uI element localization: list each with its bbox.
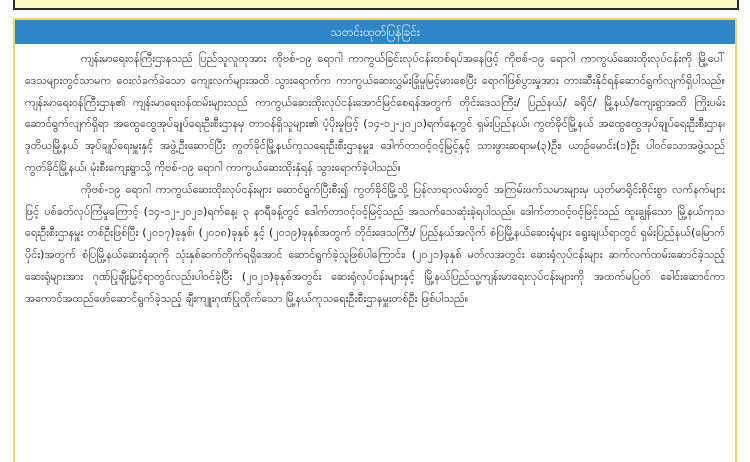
previous-section-frame [13, 0, 739, 10]
article-body [15, 44, 735, 310]
paragraph-1: ကျန်းမာရေးဝန်ကြီးဌာနသည် ပြည်သူလူထုအား ကိုဗစ်-၁၉ ရောဂါ ကာကွယ်ခြင်းလုပ်ငန်းတစ်ရပ်အနေဖြင့် ကိုဗစ်-၁၉ ရောဂါ ကာကွယ်ဆေးထိုးလုပ်ငန်းကို မြို့ပေါ်ဒေသများတွင်သာမက ဝေးလံခက်ခဲသော ကျေးလက်များအထိ သွားရောက်က ကာကွယ်ဆေးလွှမ်းခြုံမှုမြင့်မားစေပြီး ရောဂါဖြစ်ပွားမှုအား တားဆီးနိုင်ရန်ဆောင်ရွက်လျက်ရှိပါသည်။ ကျန်းမာရေးဝန်ကြီးဌာန၏ ကျန်းမာရေးဝန်ထမ်းများသည် ကာကွယ်ဆေးထိုးလုပ်ငန်းအောင်မြင်စေရန်အတွက် တိုင်းဒေသကြီး/ ပြည်နယ်/ ခရိုင်/ မြို့နယ်/ကျေးရွာအထိ ကြိုးပမ်းဆောင်ရွက်လျက်ရှိရာ အထွေထွေအုပ်ချုပ်ရေးဦးစီးဌာနမှ တာဝန်ရှိသူများ၏ ပံ့ပိုးမှုဖြင့် (၁၄-၁၂-၂၀၂၁)ရက်နေ့တွင် ရှမ်းပြည်နယ်၊ ကွတ်ခိုင်မြို့နယ် အထွေထွေအုပ်ချုပ်ရေးဦးစီးဌာန၊ ဒုတိယမြို့နယ် အုပ်ချုပ်ရေးမှူးနှင့် အဖွဲ့ဦးဆောင်ပြီး ကွတ်ခိုင်မြို့နယ်ကုသရေးဦးစီးဌာနမှူး၊ ဒေါက်တာဝင့်ဝင့်မြင့်နှင့် သားဖွားဆရာမ(၃)ဦး၊ ယာဉ်မောင်း(၁)ဦး ပါဝင်သောအဖွဲ့သည် ကွတ်ခိုင်မြို့နယ်၊ မုံးစီးကျေးရွာသို့ ကိုဗစ်-၁၉ ရောဂါ ကာကွယ်ဆေးထိုးနှံရန် သွားရောက်ခဲ့ပါသည်။ [25, 52, 725, 174]
press-release-panel [13, 18, 737, 462]
paragraph-2: ကိုဗစ်-၁၉ ရောဂါ ကာကွယ်ဆေးထိုးလုပ်ငန်းများ ဆောင်ရွက်ပြီးစီး၍ ကွတ်ခိုင်မြို့သို့ ပြန်လာရာလမ်းတွင် အကြမ်းဖက်သမားများမှ ယုတ်မာရိုင်းစိုင်းစွာ လက်နက်များဖြင့် ပစ်ခတ်လုပ်ကြံမှုကြောင့် (၁၄-၁၂-၂၀၂၁)ရက်နေ့၊ ၃ နာရီခန့်တွင် ဒေါက်တာဝင့်ဝင့်မြင့်သည် အသက်သေဆုံးခဲ့ရပါသည်။ ဒေါက်တာဝင့်ဝင့်မြင့်သည် ထူးချွန်သော မြို့နယ်ကုသရေးဦးစီးဌာနမှူး တစ်ဦးဖြစ်ပြီး (၂၀၁၇)ခုနှစ်၊ (၂၀၁၈)ခုနှစ် နှင့် (၂၀၁၉)ခုနှစ်အတွက် တိုင်းဒေသကြီး/ ပြည်နယ်အလိုက် စံပြမြို့နယ်ဆေးရုံများ ရွေးချယ်ရာတွင် ရှမ်းပြည်နယ်(မြောက်ပိုင်း)အတွက် စံပြမြို့နယ်ဆေးရုံဆုကို သုံးနှစ်ဆက်တိုက်ရရှိအောင် ဆောင်ရွက်ခဲ့သူဖြစ်ပါကြောင်း၊ (၂၀၂၁)ခုနှစ် မတ်လအတွင်း ဆေးရုံလုပ်ငန်းများ ဆက်လက်ထမ်းဆောင်ခဲ့သည့် ဆေးရုံများအား ဂုဏ်ပြုချီးမြှင့်ရာတွင်လည်းပါဝင်ခဲ့ပြီး (၂၀၂၁)ခုနှစ်အတွင်း ဆေးရုံလုပ်ငန်းများနှင့် မြို့နယ်ပြည်သူ့ကျန်းမာရေးလုပ်ငန်းများကို အထက်မပြတ် ခေါင်းဆောင်ကာ အကောင်အထည်ဖော်ဆောင်ရွက်ခဲ့သည့် ချီးကျူးဂုဏ်ပြုထိုက်သော မြို့နယ်ကုသရေးဦးစီးဌာနမှူးတစ်ဦး ဖြစ်ပါသည်။ [25, 182, 725, 305]
panel-title: သတင်းထုတ်ပြန်ခြင်း [15, 20, 735, 44]
